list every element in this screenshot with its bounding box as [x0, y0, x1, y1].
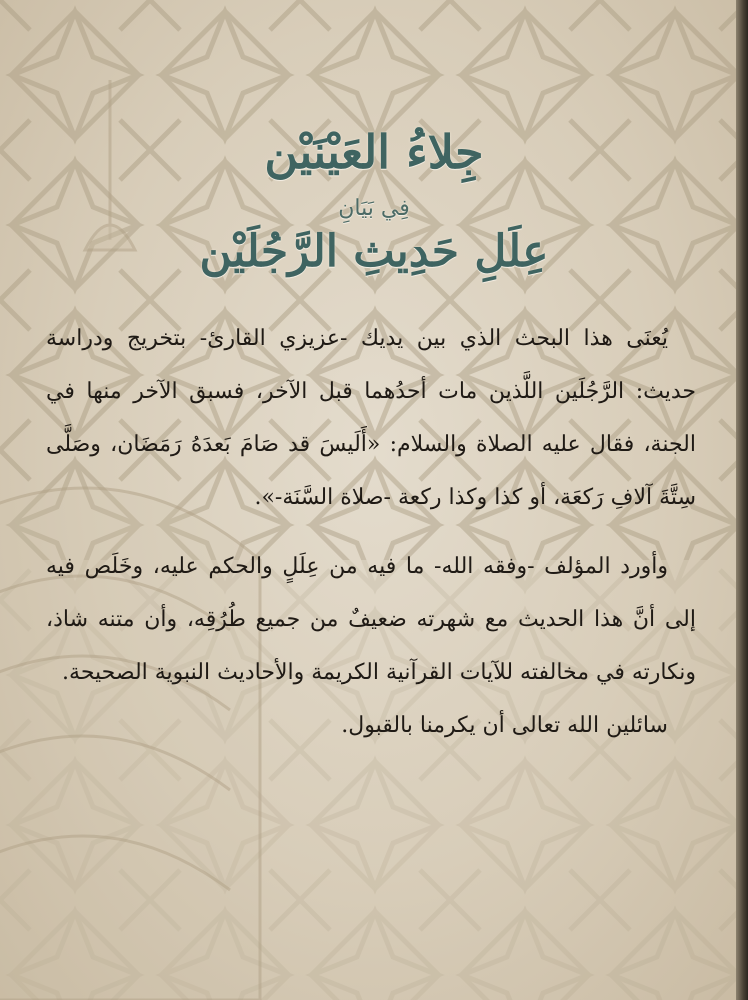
description-paragraph: وأورد المؤلف -وفقه الله- ما فيه من عِلَلٍ والحكم عليه، وخَلَص فيه إلى أنَّ هذا الحديث مع شهرته ضعيفٌ من جميع طُرُقِه، وأن متنه شاذ، ونكارته في مخالفته للآيات القرآنية الكريمة والأحاديث النبوية الصحيحة.: [46, 554, 696, 685]
description-paragraph: يُعنَى هذا البحث الذي بين يديك -عزيزي القارئ- بتخريج ودراسة حديث: الرَّجُلَين اللَّذين مات أحدُهما قبل الآخر، فسبق الآخر منها في الجنة، فقال عليه الصلاة والسلام: «أَلَيسَ قد صَامَ بَعدَهُ رَمَضَان، وصَلَّى سِتَّةَ آلافِ رَكعَة، أو كذا وكذا ركعة -صلاة السَّنَة-».: [46, 326, 696, 510]
book-subtitle: عِلَلِ حَدِيثِ الرَّجُلَيْن: [199, 226, 549, 277]
description-text: [46, 312, 696, 752]
book-title: جِلاءُ العَيْنَيْن: [264, 125, 484, 179]
closing-line: سائلين الله تعالى أن يكرمنا بالقبول.: [341, 713, 668, 738]
book-title-connector: فِي بَيَانِ: [338, 196, 410, 221]
